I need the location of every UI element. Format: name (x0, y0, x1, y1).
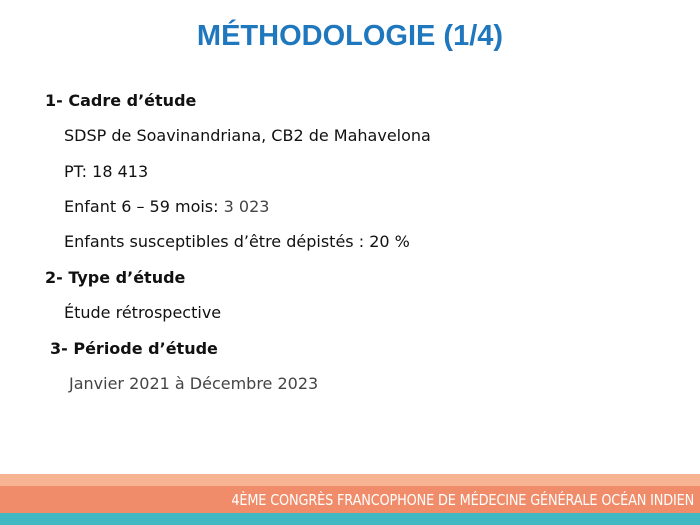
footer-band-peach (0, 474, 700, 486)
section-heading-cadre: 1- Cadre d’étude (45, 91, 197, 110)
cadre-line-enfant (64, 195, 269, 219)
footer-band-teal (0, 513, 700, 525)
section-heading-type: 2- Type d’étude (45, 268, 186, 287)
section-heading-periode: 3- Période d’étude (50, 339, 218, 358)
cadre-line-pt: PT: 18 413 (64, 162, 149, 181)
cadre-line-sdsp: SDSP de Soavinandriana, CB2 de Mahavelona (64, 126, 431, 145)
enfant-value: 3 023 (223, 197, 270, 216)
slide-title: MÉTHODOLOGIE (1/4) (196, 20, 504, 52)
periode-line-dates: Janvier 2021 à Décembre 2023 (69, 374, 319, 393)
enfant-label: Enfant 6 – 59 mois: (64, 197, 224, 216)
footer-congress-text: 4ÈME CONGRÈS FRANCOPHONE DE MÉDECINE GÉNÉRALE OCÉAN INDIEN (231, 491, 694, 509)
cadre-line-depistes: Enfants susceptibles d’être dépistés : 20 % (64, 232, 410, 251)
type-line-retrospective: Étude rétrospective (64, 303, 222, 322)
